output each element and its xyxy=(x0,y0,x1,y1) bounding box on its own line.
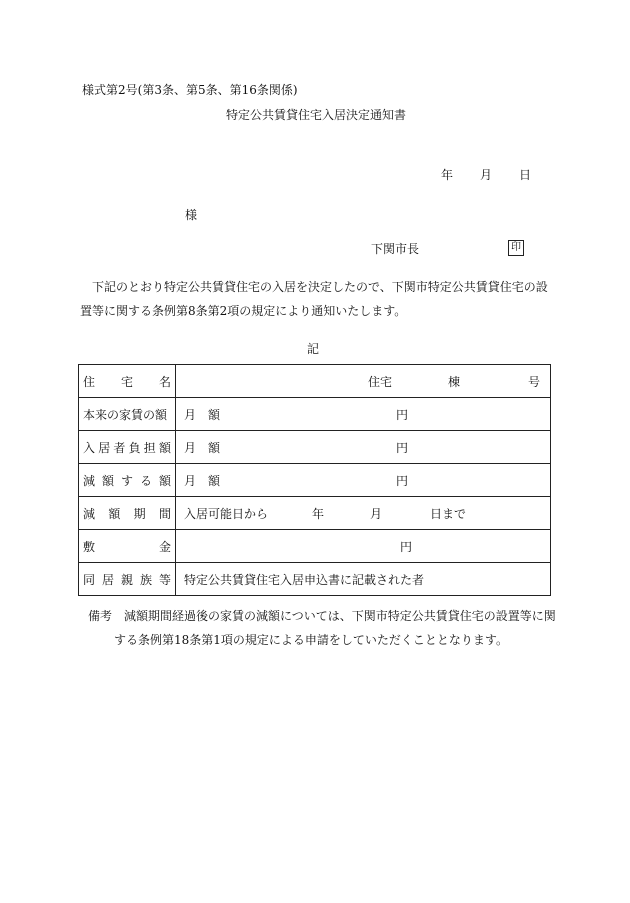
label-period xyxy=(79,497,176,530)
until-text: 日まで xyxy=(430,506,467,521)
label-char: 住 xyxy=(83,374,96,389)
label-char: 間 xyxy=(158,506,171,521)
notice-table xyxy=(78,364,551,596)
label-char: 金 xyxy=(158,539,171,554)
year-text: 年 xyxy=(312,506,325,521)
label-char: 額 xyxy=(108,506,121,521)
ki-heading: 記 xyxy=(307,342,320,356)
form-number-label: 様式第2号(第3条、第5条、第16条関係) xyxy=(82,83,298,97)
label-reduction xyxy=(79,464,176,497)
label-char: 居 xyxy=(101,572,114,587)
from-text: 入居可能日から xyxy=(184,506,269,521)
monthly-text: 月 額 xyxy=(184,407,221,422)
yen-text: 円 xyxy=(396,473,409,488)
label-char: 負 xyxy=(128,440,141,455)
table-row-household xyxy=(79,563,551,596)
value-deposit xyxy=(176,530,551,563)
value-housing-name xyxy=(176,365,551,398)
label-text: 本来の家賃の額 xyxy=(83,407,168,422)
label-char: 親 xyxy=(120,572,133,587)
remark-note xyxy=(88,604,558,652)
remark-line-1: 備考 減額期間経過後の家賃の減額については、下関市特定公共賃貸住宅の設置等に関 xyxy=(88,609,556,623)
value-reduction xyxy=(176,464,551,497)
remark-line-2: する条例第18条第1項の規定による申請をしていただくこととなります。 xyxy=(114,633,508,647)
label-char: 額 xyxy=(158,440,171,455)
label-char: 名 xyxy=(158,374,171,389)
date-year: 年 xyxy=(441,168,454,182)
label-tenant-burden xyxy=(79,431,176,464)
label-char: 額 xyxy=(158,473,171,488)
table-row-tenant-burden xyxy=(79,431,551,464)
label-char: 敷 xyxy=(83,539,96,554)
label-char: 居 xyxy=(98,440,111,455)
table-row-reduction xyxy=(79,464,551,497)
jutaku-text: 住宅 xyxy=(368,374,393,389)
label-char: 等 xyxy=(158,572,171,587)
sender-name: 下関市長 xyxy=(371,242,420,256)
yen-text: 円 xyxy=(396,407,409,422)
value-period xyxy=(176,497,551,530)
household-text: 特定公共賃貸住宅入居申込書に記載された者 xyxy=(184,572,425,587)
date-day: 日 xyxy=(518,168,531,182)
value-household xyxy=(176,563,551,596)
date-line xyxy=(441,168,531,182)
label-deposit xyxy=(79,530,176,563)
table-row-housing-name xyxy=(79,365,551,398)
label-char: 同 xyxy=(83,572,96,587)
label-standard-rent xyxy=(79,398,176,431)
label-char: 減 xyxy=(83,506,96,521)
go-text: 号 xyxy=(528,374,541,389)
label-char: 額 xyxy=(101,473,114,488)
notice-body-text: 下記のとおり特定公共賃貸住宅の入居を決定したので、下関市特定公共賃貸住宅の設置等に関する条例第8条第2項の規定により通知いたします。 xyxy=(80,280,548,318)
recipient-honorific: 様 xyxy=(185,208,198,222)
table-row-period xyxy=(79,497,551,530)
monthly-text: 月 額 xyxy=(184,473,221,488)
month-text: 月 xyxy=(370,506,383,521)
monthly-text: 月 額 xyxy=(184,440,221,455)
label-household xyxy=(79,563,176,596)
document-title: 特定公共賃貸住宅入居決定通知書 xyxy=(226,108,407,122)
label-char: 担 xyxy=(143,440,156,455)
label-char: 宅 xyxy=(120,374,133,389)
yen-text: 円 xyxy=(400,539,413,554)
date-month: 月 xyxy=(479,168,492,182)
label-housing-name xyxy=(79,365,176,398)
label-char: す xyxy=(120,473,133,488)
seal-stamp-box: 印 xyxy=(508,240,524,256)
label-char: 期 xyxy=(133,506,146,521)
table-row-deposit xyxy=(79,530,551,563)
label-char: 者 xyxy=(113,440,126,455)
label-char: 減 xyxy=(83,473,96,488)
label-char: 入 xyxy=(83,440,96,455)
label-char: る xyxy=(139,473,152,488)
value-tenant-burden xyxy=(176,431,551,464)
value-standard-rent xyxy=(176,398,551,431)
to-text: 棟 xyxy=(448,374,461,389)
label-char: 族 xyxy=(139,572,152,587)
table-row-standard-rent xyxy=(79,398,551,431)
yen-text: 円 xyxy=(396,440,409,455)
